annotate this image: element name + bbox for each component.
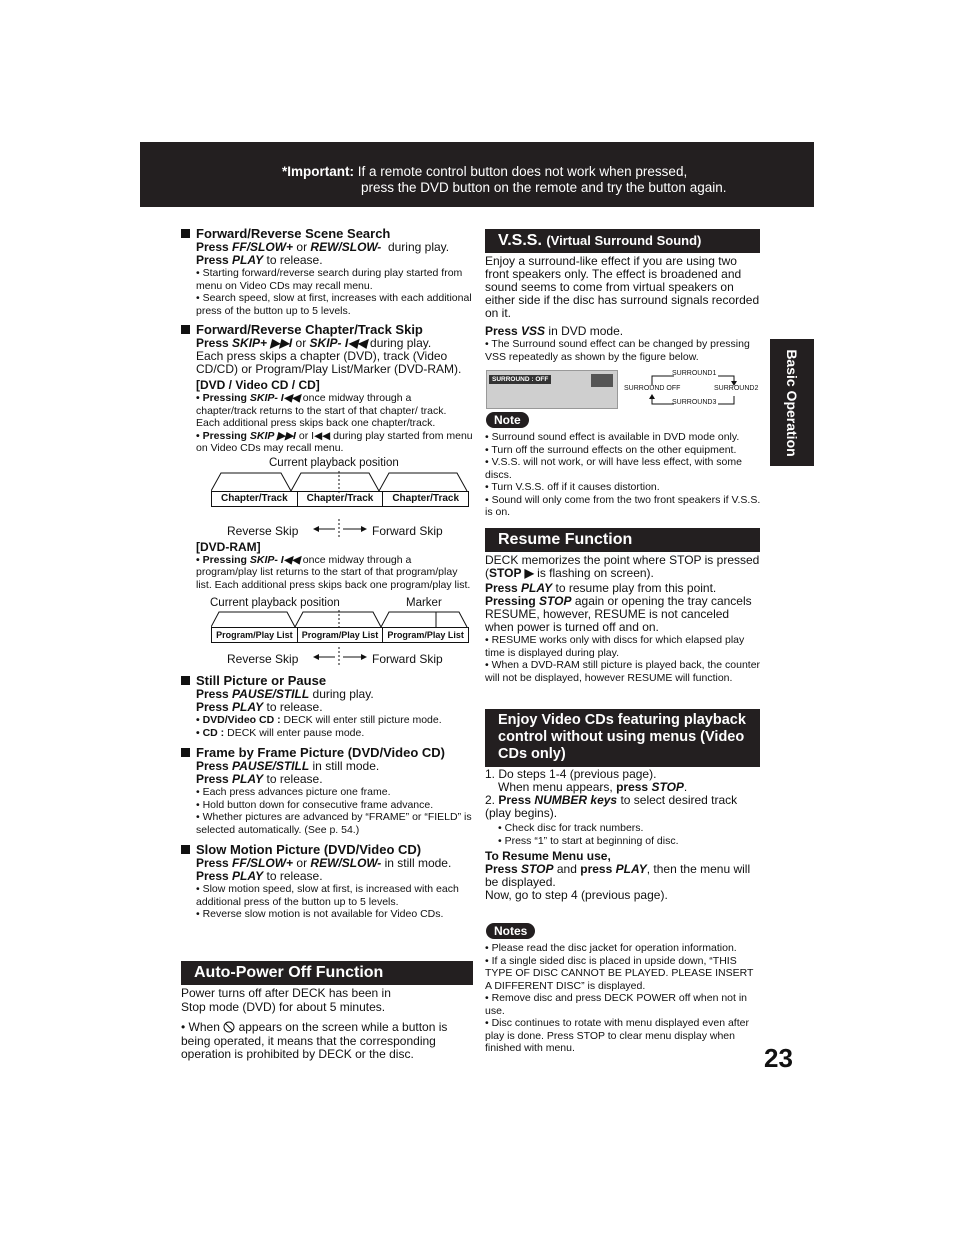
reverse-skip-label: Reverse Skip [227, 652, 299, 666]
section-title: Slow Motion Picture (DVD/Video CD) [181, 842, 473, 857]
auto-power-title: Auto-Power Off Function [181, 961, 473, 985]
program-list-boxes: Program/Play List Program/Play List Program/Play List [211, 627, 469, 643]
forward-skip-label: Forward Skip [372, 652, 443, 666]
skip-arrows-icon [311, 519, 371, 539]
skip-arrows-icon [311, 647, 371, 667]
side-tab [770, 339, 814, 466]
section-title: Frame by Frame Picture (DVD/Video CD) [181, 745, 473, 760]
vss-notes: • Surround sound effect is available in DVD mode only. • Turn off the surround effects on the other equipment. • V.S.S. will not work, or will have less effect, with some discs. • Turn V.S.S. off if it causes distortion. • Sound will only come from the two front speakers if V.S.S. is on. [485, 431, 761, 518]
chapter-skip-diagram: Current playback position Chapter/Track Chapter/Track Chapter/Track [181, 457, 473, 525]
bullet: • Starting forward/reverse search during play started from menu on Video CDs may recall menu. [196, 267, 463, 292]
bullet: • Search speed, slow at first, increases with each additional press of the button up to 5 levels. [196, 292, 472, 317]
speaker-icon [591, 374, 613, 387]
resume-title: Resume Function [485, 528, 760, 552]
videocd-title: Enjoy Video CDs featuring playback control without using menus (Video CDs only) [485, 709, 760, 767]
program-skip-diagram: Current playback position Marker Program/Play List Program/Play List Program/Play List [181, 597, 473, 653]
videocd-notes: • Please read the disc jacket for operation information. • If a single sided disc is placed in upside down, “THIS TYPE OF DISC CANNOT BE PLAYED. PLEASE INSERT A DIFFERENT DISC” is displayed. • Remove disc and press DECK POWER off when not in use. • Disc continues to rotate with menu displayed even after play is done. Press STOP to clear menu display when finished with menu. [485, 942, 754, 1054]
banner-line-2: press the DVD button on the remote and try the button again. [361, 180, 727, 195]
important-banner [140, 142, 814, 207]
banner-line-1: If a remote control button does not work when pressed, [357, 164, 688, 179]
page-number: 23 [764, 1043, 793, 1073]
chapter-track-boxes: Chapter/Track Chapter/Track Chapter/Track [211, 491, 469, 507]
important-label: *Important: [282, 164, 354, 179]
auto-power-text: Power turns off after DECK has been in Stop mode (DVD) for about 5 minutes. [181, 986, 391, 1014]
note-label: Note [486, 412, 529, 428]
bracket-lines [211, 610, 471, 628]
section-title: Still Picture or Pause [181, 673, 473, 688]
vss-title: V.S.S. (Virtual Surround Sound) [485, 229, 760, 253]
bracket-lines [211, 471, 471, 493]
side-tab-label: Basic Operation [784, 348, 800, 457]
section-title: Forward/Reverse Scene Search [181, 226, 473, 241]
section-title: Forward/Reverse Chapter/Track Skip [181, 322, 473, 337]
notes-label: Notes [486, 923, 535, 939]
left-column: Forward/Reverse Scene Search Press FF/SLOW+ or REW/SLOW- during play. Press PLAY to release. • Starting forward/reverse search during play started from menu on Video CDs may recall menu. • Search speed, slow at first, increases with each additional press of the button up to 5 levels. Forward/Reverse Chapter/Track Skip Press SKIP+ ▶▶I or SKIP- I◀◀ during play. Each press skips a chapter (DVD), track (Video CD/CD) or Program/Play List/Marker (DVD-RAM). [DVD / Video CD / CD] • Pressing SKIP- I◀◀ once midway through a chapter/track returns to the start of that chapter/ track. Each additional press skips back one chapter/track. • Pressing SKIP ▶▶I or I◀◀ during play started from menu on Video CDs may recall menu. Current playback position Chapter/Track Chapter/Track Chapter/Track Reverse Skip Forward Skip [DVD-RAM] • Pressing SKIP- I◀◀ once midway through a program/play list returns to the start of that program/play list. Each additional press skips back one program/play list. Current playback position Marker Program/Play List Program/Play List Program/Play List Reverse Skip Forward Skip Still Picture or Pause Press PAUSE/STILL during play. Press PLAY to release. • DVD/Video CD : DECK will enter still picture mode. • CD : DECK will enter pause mode. Frame by Frame Picture (DVD/Video CD) Press PAUSE/STILL in still mode. Press PLAY to release. • Each press advances picture one frame. • Hold button down for consecutive frame advance. • Whether pictures are advanced by “FRAME” or “FIELD” is selected automatically. (See p. 54.) Slow Motion Picture (DVD/Video CD) Press FF/SLOW+ or REW/SLOW- in still mode. Press PLAY to release. • Slow motion speed, slow at first, is increased with each additional press of the button up to 5 levels. • Reverse slow motion is not available for Video CDs. [181, 226, 473, 921]
prohibited-icon [223, 1021, 235, 1033]
reverse-skip-label: Reverse Skip [227, 523, 299, 538]
vss-screen: SURROUND : OFF [486, 370, 618, 409]
forward-skip-label: Forward Skip [372, 523, 443, 538]
